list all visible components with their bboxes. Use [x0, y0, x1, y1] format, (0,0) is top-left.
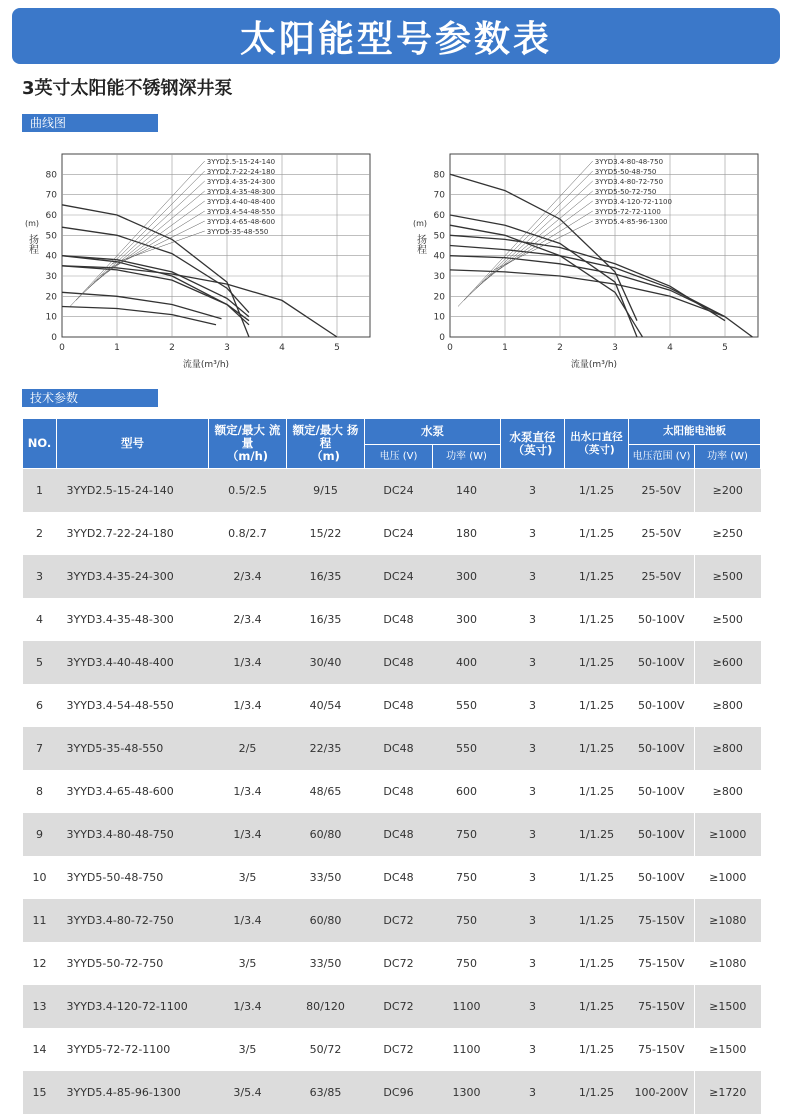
cell-outlet: 1/1.25 — [565, 1028, 629, 1071]
x-tick-label: 0 — [447, 343, 453, 353]
x-tick-label: 4 — [279, 343, 285, 353]
header-model: 型号 — [57, 419, 209, 469]
cell-flow: 1/3.4 — [209, 899, 287, 942]
table-row — [23, 641, 761, 684]
cell-no: 6 — [23, 684, 57, 727]
section-label-specs: 技术参数 — [22, 389, 158, 407]
cell-panel-w: ≥800 — [695, 684, 761, 727]
cell-pump-dia: 3 — [501, 942, 565, 985]
cell-outlet: 1/1.25 — [565, 727, 629, 770]
cell-model: 3YYD3.4-35-24-300 — [57, 555, 209, 598]
cell-pump-dia: 3 — [501, 1028, 565, 1071]
cell-power: 300 — [433, 555, 501, 598]
x-tick-label: 1 — [114, 343, 120, 353]
title-banner — [12, 8, 780, 64]
y-tick-label: 10 — [433, 312, 445, 323]
header-flow — [209, 419, 287, 469]
chart-svg-left — [20, 142, 380, 377]
legend-entry: 3YYD3.4-80-72-750 — [594, 178, 664, 186]
cell-pump-dia: 3 — [501, 684, 565, 727]
cell-power: 1100 — [433, 985, 501, 1028]
cell-panel-w: ≥1500 — [695, 1028, 761, 1071]
cell-outlet: 1/1.25 — [565, 555, 629, 598]
x-tick-label: 2 — [557, 343, 563, 353]
chart-svg-right — [408, 142, 768, 377]
legend-entry: 3YYD3.4-65-48-600 — [206, 218, 276, 226]
cell-voltage: DC24 — [365, 555, 433, 598]
cell-head: 40/54 — [287, 684, 365, 727]
cell-panel-v: 50-100V — [629, 641, 695, 684]
header-flow-label: 额定/最大 流量 — [214, 423, 281, 450]
cell-outlet: 1/1.25 — [565, 985, 629, 1028]
cell-no: 15 — [23, 1071, 57, 1114]
cell-head: 50/72 — [287, 1028, 365, 1071]
cell-voltage: DC48 — [365, 856, 433, 899]
y-tick-label: 20 — [433, 292, 445, 303]
cell-outlet: 1/1.25 — [565, 856, 629, 899]
y-axis-label: 扬程 — [26, 234, 38, 254]
cell-outlet: 1/1.25 — [565, 813, 629, 856]
y-tick-label: 0 — [439, 333, 445, 343]
table-row — [23, 469, 761, 513]
cell-head: 60/80 — [287, 813, 365, 856]
curve-chart-left — [20, 142, 380, 381]
cell-voltage: DC72 — [365, 1028, 433, 1071]
cell-pump-dia: 3 — [501, 985, 565, 1028]
x-tick-label: 5 — [334, 343, 340, 353]
cell-voltage: DC48 — [365, 684, 433, 727]
cell-flow: 3/5 — [209, 942, 287, 985]
cell-panel-w: ≥1080 — [695, 899, 761, 942]
page-title: 太阳能型号参数表 — [239, 18, 552, 60]
cell-no: 13 — [23, 985, 57, 1028]
header-outlet-diameter: 出水口直径 （英寸) — [565, 419, 629, 469]
cell-pump-dia: 3 — [501, 469, 565, 513]
cell-pump-dia: 3 — [501, 899, 565, 942]
cell-panel-w: ≥600 — [695, 641, 761, 684]
y-tick-label: 30 — [433, 272, 445, 282]
cell-head: 9/15 — [287, 469, 365, 513]
cell-voltage: DC24 — [365, 469, 433, 513]
y-tick-label: 20 — [45, 292, 57, 303]
x-axis-label: 流量(m³/h) — [570, 360, 618, 370]
cell-voltage: DC24 — [365, 512, 433, 555]
cell-flow: 1/3.4 — [209, 770, 287, 813]
cell-head: 63/85 — [287, 1071, 365, 1114]
cell-head: 60/80 — [287, 899, 365, 942]
cell-head: 33/50 — [287, 856, 365, 899]
cell-panel-v: 50-100V — [629, 684, 695, 727]
table-row — [23, 1071, 761, 1114]
x-tick-label: 0 — [59, 343, 65, 353]
spec-table — [22, 418, 761, 1114]
y-tick-label: 0 — [51, 333, 57, 343]
cell-panel-w: ≥800 — [695, 727, 761, 770]
cell-voltage: DC72 — [365, 985, 433, 1028]
x-tick-label: 4 — [667, 343, 673, 353]
cell-no: 11 — [23, 899, 57, 942]
legend-entry: 3YYD3.4-120-72-1100 — [594, 198, 672, 206]
cell-power: 750 — [433, 899, 501, 942]
table-row — [23, 727, 761, 770]
cell-power: 1100 — [433, 1028, 501, 1071]
y-tick-label: 80 — [433, 170, 445, 181]
legend-entry: 3YYD3.4-40-48-400 — [206, 198, 276, 206]
cell-panel-w: ≥1500 — [695, 985, 761, 1028]
cell-flow: 1/3.4 — [209, 813, 287, 856]
cell-panel-w: ≥800 — [695, 770, 761, 813]
header-flow-unit: （m/h) — [226, 449, 269, 463]
cell-flow: 2/3.4 — [209, 598, 287, 641]
cell-voltage: DC48 — [365, 641, 433, 684]
legend-entry: 3YYD2.5-15-24-140 — [206, 158, 276, 166]
cell-flow: 3/5 — [209, 1028, 287, 1071]
cell-head: 15/22 — [287, 512, 365, 555]
table-row — [23, 942, 761, 985]
cell-panel-v: 75-150V — [629, 1028, 695, 1071]
cell-panel-w: ≥250 — [695, 512, 761, 555]
cell-flow: 1/3.4 — [209, 641, 287, 684]
cell-power: 750 — [433, 942, 501, 985]
legend-entry: 3YYD3.4-80-48-750 — [594, 158, 664, 166]
cell-no: 3 — [23, 555, 57, 598]
y-tick-label: 50 — [433, 231, 445, 242]
cell-voltage: DC48 — [365, 770, 433, 813]
cell-outlet: 1/1.25 — [565, 899, 629, 942]
header-panel-power: 功率 (W) — [695, 445, 761, 469]
cell-outlet: 1/1.25 — [565, 942, 629, 985]
cell-pump-dia: 3 — [501, 727, 565, 770]
cell-model: 3YYD3.4-80-48-750 — [57, 813, 209, 856]
legend-entry: 3YYD3.4-35-48-300 — [206, 188, 276, 196]
cell-model: 3YYD3.4-65-48-600 — [57, 770, 209, 813]
cell-flow: 1/3.4 — [209, 684, 287, 727]
cell-no: 10 — [23, 856, 57, 899]
cell-model: 3YYD5-50-72-750 — [57, 942, 209, 985]
cell-model: 3YYD5-50-48-750 — [57, 856, 209, 899]
cell-flow: 3/5.4 — [209, 1071, 287, 1114]
y-axis-unit: (m) — [412, 219, 428, 228]
x-tick-label: 3 — [224, 343, 230, 353]
cell-pump-dia: 3 — [501, 512, 565, 555]
cell-power: 140 — [433, 469, 501, 513]
section-label-curves: 曲线图 — [22, 114, 158, 132]
cell-model: 3YYD3.4-54-48-550 — [57, 684, 209, 727]
y-tick-label: 70 — [433, 190, 445, 201]
table-row — [23, 1028, 761, 1071]
header-pump-power: 功率 (W) — [433, 445, 501, 469]
cell-model: 3YYD5-35-48-550 — [57, 727, 209, 770]
cell-panel-v: 75-150V — [629, 899, 695, 942]
cell-panel-w: ≥500 — [695, 598, 761, 641]
x-tick-label: 1 — [502, 343, 508, 353]
legend-entry: 3YYD5-50-48-750 — [594, 168, 657, 176]
cell-model: 3YYD3.4-35-48-300 — [57, 598, 209, 641]
cell-no: 2 — [23, 512, 57, 555]
cell-voltage: DC48 — [365, 598, 433, 641]
cell-voltage: DC48 — [365, 813, 433, 856]
header-panel: 太阳能电池板 — [629, 419, 761, 445]
header-head-unit: （m) — [311, 449, 340, 463]
cell-model: 3YYD2.5-15-24-140 — [57, 469, 209, 513]
cell-no: 8 — [23, 770, 57, 813]
cell-no: 5 — [23, 641, 57, 684]
table-row — [23, 899, 761, 942]
header-pump-voltage: 电压 (V) — [365, 445, 433, 469]
x-tick-label: 5 — [722, 343, 728, 353]
table-row — [23, 985, 761, 1028]
cell-no: 12 — [23, 942, 57, 985]
cell-outlet: 1/1.25 — [565, 684, 629, 727]
cell-panel-w: ≥500 — [695, 555, 761, 598]
cell-panel-w: ≥1000 — [695, 813, 761, 856]
cell-flow: 0.5/2.5 — [209, 469, 287, 513]
y-axis-unit: (m) — [24, 219, 40, 228]
legend-entry: 3YYD5-72-72-1100 — [594, 208, 661, 216]
cell-panel-v: 25-50V — [629, 555, 695, 598]
cell-head: 16/35 — [287, 598, 365, 641]
legend-entry: 3YYD3.4-35-24-300 — [206, 178, 276, 186]
legend-entry: 3YYD5.4-85-96-1300 — [594, 218, 668, 226]
cell-model: 3YYD3.4-40-48-400 — [57, 641, 209, 684]
cell-panel-v: 25-50V — [629, 469, 695, 513]
y-tick-label: 10 — [45, 312, 57, 323]
header-no: NO. — [23, 419, 57, 469]
cell-power: 1300 — [433, 1071, 501, 1114]
table-row — [23, 770, 761, 813]
product-subtitle: 3英寸太阳能不锈钢深井泵 — [22, 78, 233, 99]
cell-panel-v: 50-100V — [629, 598, 695, 641]
legend-entry: 3YYD3.4-54-48-550 — [206, 208, 276, 216]
cell-no: 4 — [23, 598, 57, 641]
cell-panel-v: 75-150V — [629, 942, 695, 985]
curve-chart-right — [408, 142, 768, 381]
cell-model: 3YYD5.4-85-96-1300 — [57, 1071, 209, 1114]
cell-head: 16/35 — [287, 555, 365, 598]
cell-panel-w: ≥200 — [695, 469, 761, 513]
header-head — [287, 419, 365, 469]
legend-entry: 3YYD5-35-48-550 — [206, 228, 269, 236]
y-tick-label: 60 — [433, 211, 445, 221]
cell-pump-dia: 3 — [501, 598, 565, 641]
cell-flow: 2/5 — [209, 727, 287, 770]
cell-voltage: DC48 — [365, 727, 433, 770]
cell-head: 30/40 — [287, 641, 365, 684]
cell-power: 600 — [433, 770, 501, 813]
cell-flow: 0.8/2.7 — [209, 512, 287, 555]
cell-power: 400 — [433, 641, 501, 684]
cell-panel-w: ≥1000 — [695, 856, 761, 899]
cell-pump-dia: 3 — [501, 641, 565, 684]
cell-panel-v: 100-200V — [629, 1071, 695, 1114]
cell-head: 48/65 — [287, 770, 365, 813]
cell-panel-w: ≥1720 — [695, 1071, 761, 1114]
cell-outlet: 1/1.25 — [565, 641, 629, 684]
table-row — [23, 555, 761, 598]
cell-voltage: DC72 — [365, 899, 433, 942]
cell-power: 550 — [433, 727, 501, 770]
spec-table-body — [23, 469, 761, 1115]
y-tick-label: 50 — [45, 231, 57, 242]
cell-head: 33/50 — [287, 942, 365, 985]
cell-outlet: 1/1.25 — [565, 598, 629, 641]
cell-outlet: 1/1.25 — [565, 512, 629, 555]
cell-model: 3YYD3.4-120-72-1100 — [57, 985, 209, 1028]
cell-pump-dia: 3 — [501, 555, 565, 598]
cell-flow: 1/3.4 — [209, 985, 287, 1028]
cell-voltage: DC72 — [365, 942, 433, 985]
cell-panel-w: ≥1080 — [695, 942, 761, 985]
x-axis-label: 流量(m³/h) — [182, 360, 230, 370]
cell-outlet: 1/1.25 — [565, 469, 629, 513]
x-tick-label: 3 — [612, 343, 618, 353]
header-pump-diameter: 水泵直径 （英寸) — [501, 419, 565, 469]
header-panel-voltage: 电压范围 (V) — [629, 445, 695, 469]
cell-pump-dia: 3 — [501, 1071, 565, 1114]
y-tick-label: 80 — [45, 170, 57, 181]
y-tick-label: 60 — [45, 211, 57, 221]
cell-no: 9 — [23, 813, 57, 856]
y-tick-label: 70 — [45, 190, 57, 201]
cell-head: 80/120 — [287, 985, 365, 1028]
table-row — [23, 598, 761, 641]
cell-outlet: 1/1.25 — [565, 770, 629, 813]
cell-no: 1 — [23, 469, 57, 513]
cell-pump-dia: 3 — [501, 856, 565, 899]
cell-power: 750 — [433, 813, 501, 856]
cell-head: 22/35 — [287, 727, 365, 770]
cell-power: 550 — [433, 684, 501, 727]
cell-panel-v: 50-100V — [629, 856, 695, 899]
cell-panel-v: 50-100V — [629, 727, 695, 770]
cell-panel-v: 50-100V — [629, 770, 695, 813]
cell-power: 180 — [433, 512, 501, 555]
legend-entry: 3YYD5-50-72-750 — [594, 188, 657, 196]
cell-pump-dia: 3 — [501, 770, 565, 813]
cell-model: 3YYD3.4-80-72-750 — [57, 899, 209, 942]
table-row — [23, 512, 761, 555]
cell-panel-v: 25-50V — [629, 512, 695, 555]
y-tick-label: 40 — [45, 251, 57, 262]
y-axis-label: 扬程 — [414, 234, 426, 254]
table-row — [23, 856, 761, 899]
cell-outlet: 1/1.25 — [565, 1071, 629, 1114]
cell-model: 3YYD2.7-22-24-180 — [57, 512, 209, 555]
cell-panel-v: 50-100V — [629, 813, 695, 856]
y-tick-label: 40 — [433, 251, 445, 262]
table-row — [23, 684, 761, 727]
cell-voltage: DC96 — [365, 1071, 433, 1114]
cell-no: 7 — [23, 727, 57, 770]
header-head-label: 额定/最大 扬程 — [292, 423, 359, 450]
x-tick-label: 2 — [169, 343, 175, 353]
cell-power: 750 — [433, 856, 501, 899]
cell-flow: 3/5 — [209, 856, 287, 899]
cell-panel-v: 75-150V — [629, 985, 695, 1028]
header-pump: 水泵 — [365, 419, 501, 445]
cell-no: 14 — [23, 1028, 57, 1071]
legend-entry: 3YYD2.7-22-24-180 — [206, 168, 276, 176]
cell-model: 3YYD5-72-72-1100 — [57, 1028, 209, 1071]
cell-power: 300 — [433, 598, 501, 641]
cell-pump-dia: 3 — [501, 813, 565, 856]
cell-flow: 2/3.4 — [209, 555, 287, 598]
table-row — [23, 813, 761, 856]
y-tick-label: 30 — [45, 272, 57, 282]
